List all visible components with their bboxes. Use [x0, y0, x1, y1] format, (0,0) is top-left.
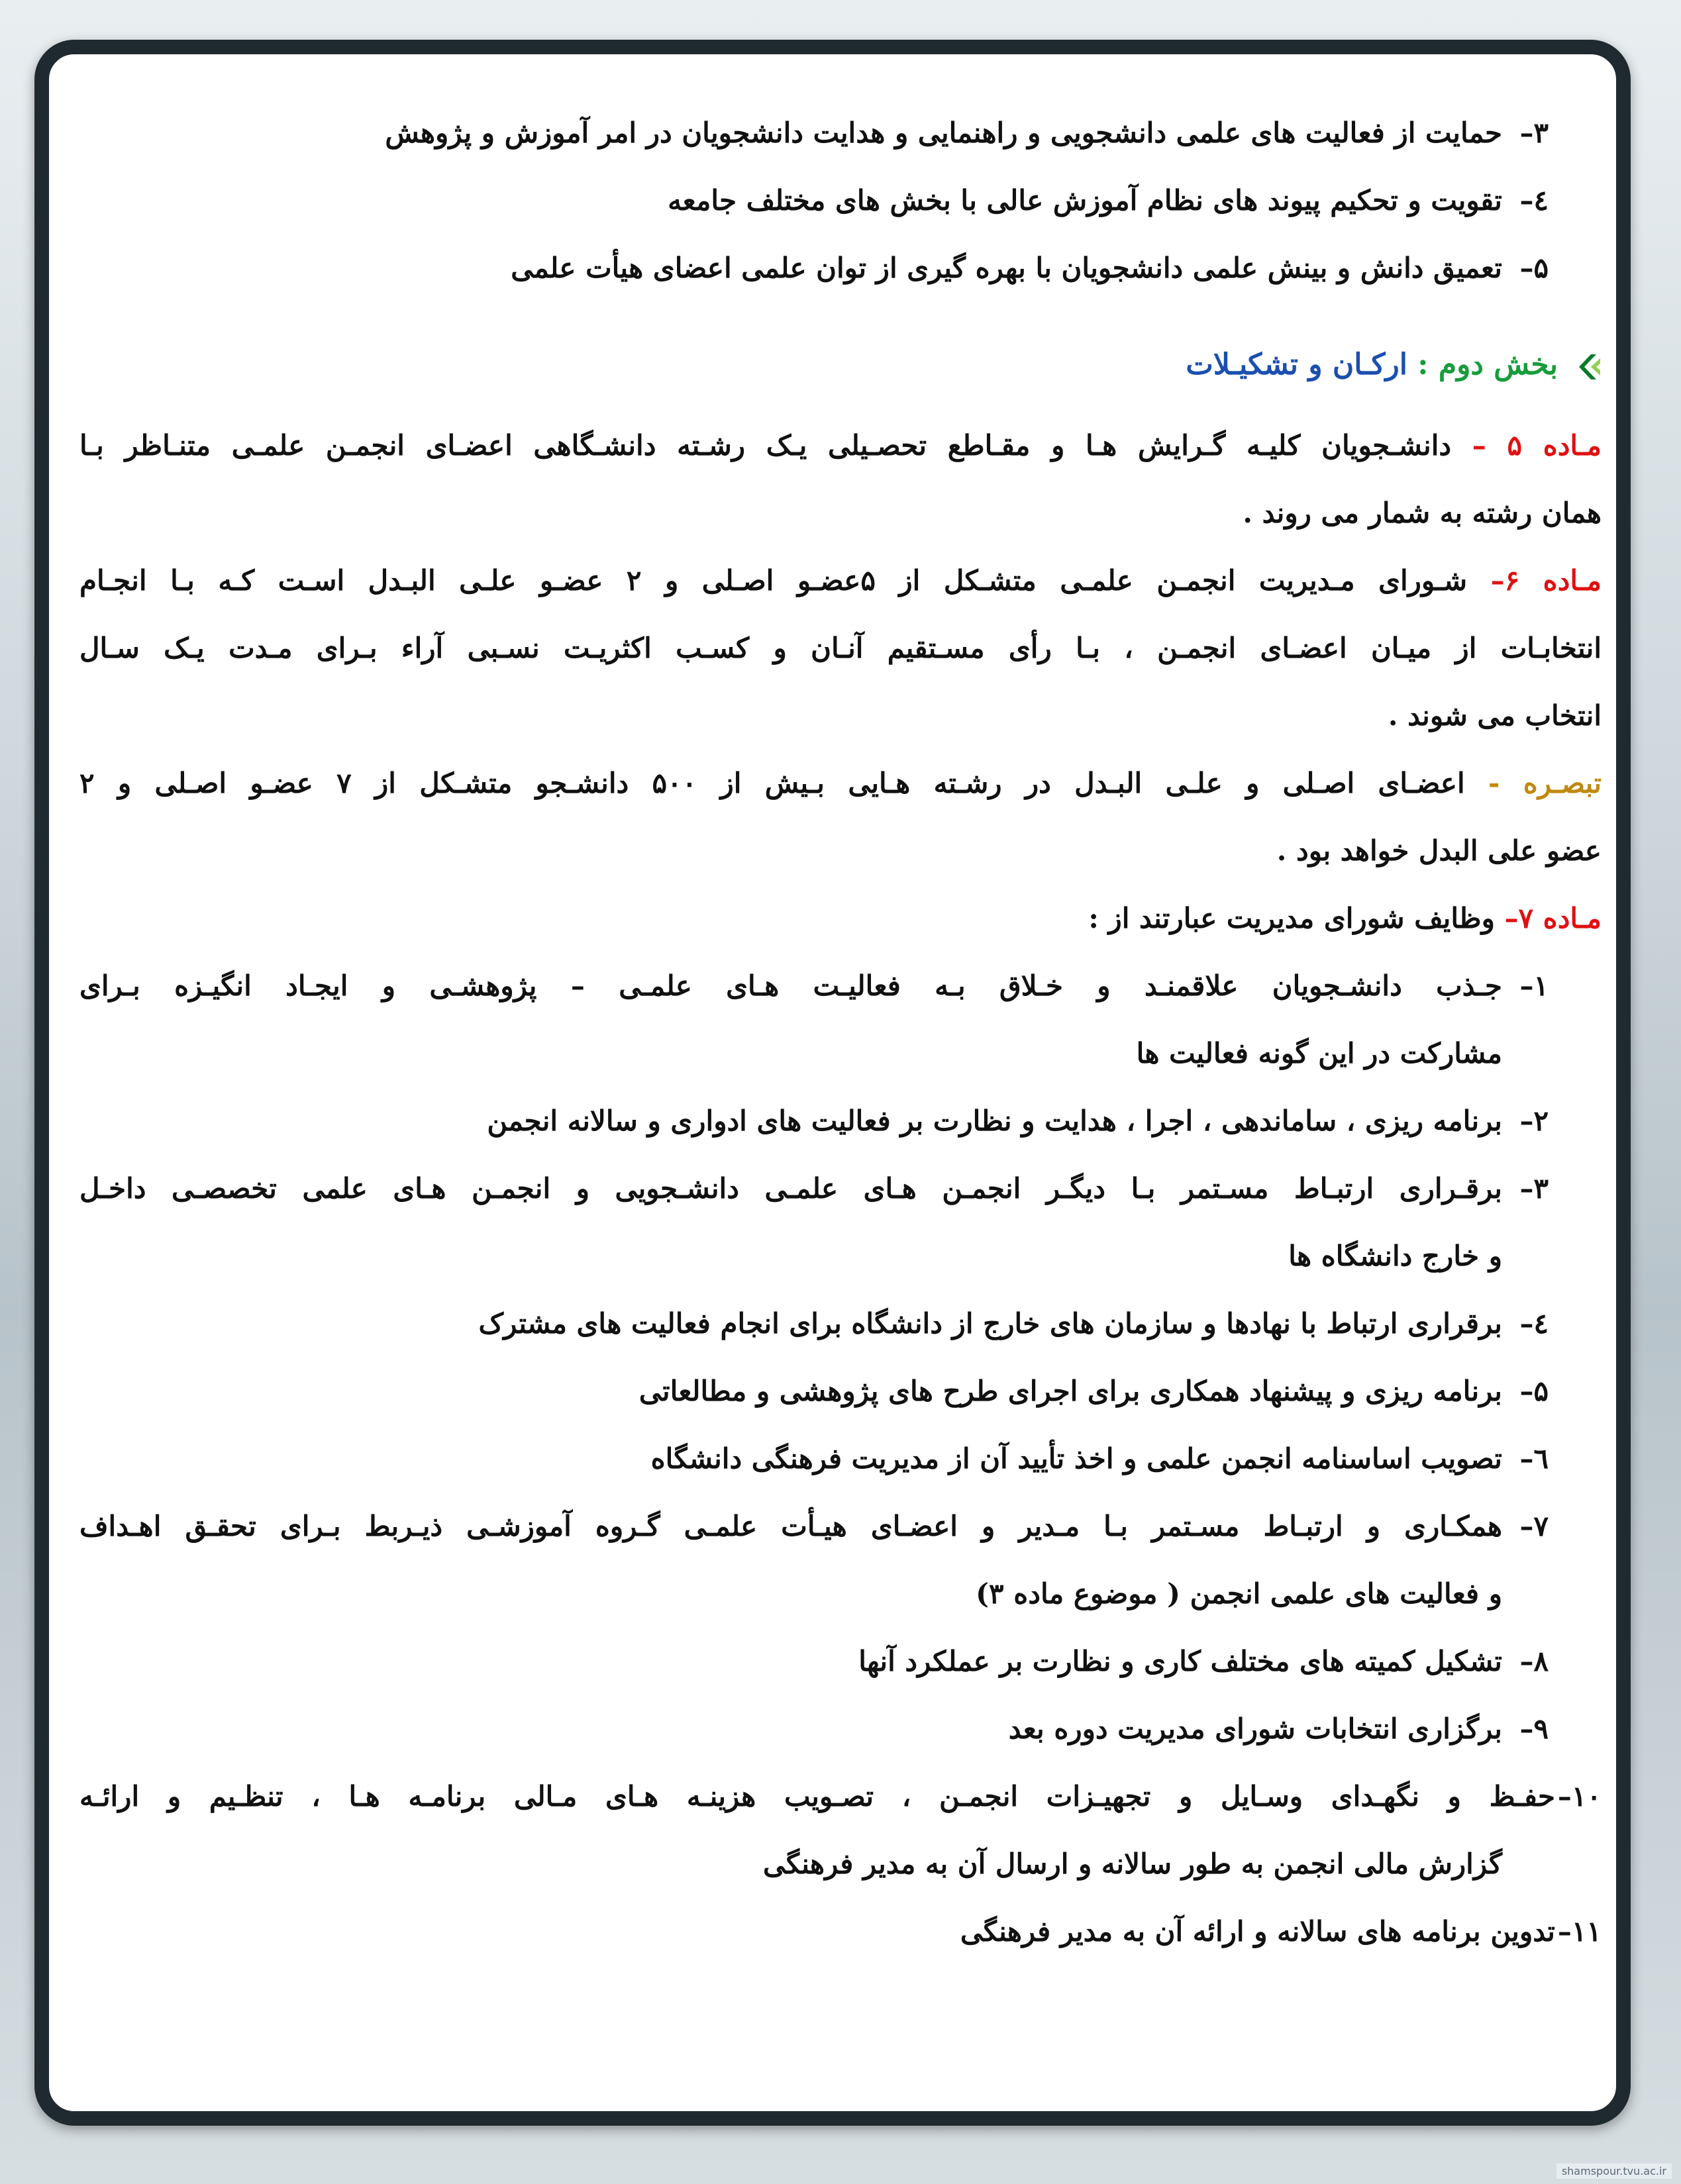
- item-text: جـذب دانشـجویان علاقمنـد و خـلاق بـه فعالیـت هـای علمـی – پژوهشـی و ایجـاد انگیـزه بـرای: [79, 969, 1502, 1002]
- item-text: و خارج دانشگاه ها: [1288, 1240, 1502, 1272]
- item-number: ۸–: [1519, 1645, 1549, 1677]
- list-item: [79, 1493, 1602, 1560]
- list-item: [79, 1087, 1602, 1155]
- note: [79, 750, 1602, 885]
- article-6: [79, 547, 1602, 750]
- item-text: تقویت و تحکیم پیوند های نظام آموزش عالی با بخش های مختلف جامعه: [668, 184, 1502, 217]
- item-text: مشارکت در این گونه فعالیت ها: [1136, 1037, 1502, 1069]
- item-text: برقـراری ارتبـاط مسـتمر بـا دیگـر انجمـن هـای علمـی دانشـجویی و انجمـن هـای علمی تخصصـی داخـل: [79, 1172, 1502, 1205]
- article-line: [79, 547, 1602, 615]
- list-item: [79, 1358, 1602, 1425]
- section-heading: [79, 322, 1602, 408]
- item-number: ۵–: [1519, 1375, 1549, 1407]
- list-item-continuation: [79, 1222, 1602, 1290]
- item-text: برقراری ارتباط با نهادها و سازمان های خارج از دانشگاه برای انجام فعالیت های مشترک: [478, 1307, 1502, 1340]
- item-text: همکـاری و ارتبـاط مسـتمر بـا مـدیر و اعضـای هیـأت علمـی گـروه آموزشـی ذیـربط بـرای تحقـق اهـداف: [79, 1510, 1502, 1542]
- document-content: [79, 99, 1602, 1965]
- article-label: مـاده ۶–: [1490, 564, 1602, 597]
- list-item: [79, 1290, 1602, 1358]
- note-text: اعضـای اصـلی و علـی البـدل در رشـته هـایی بـیش از ۵۰۰ دانشـجو متشـکل از ۷ عضـو اصـلی و ۲: [79, 767, 1465, 799]
- list-item-continuation: [79, 1830, 1602, 1898]
- list-item: [79, 167, 1602, 234]
- double-chevron-icon: [1571, 352, 1602, 382]
- item-text: و فعالیت های علمی انجمن ( موضوع ماده ۳): [976, 1577, 1502, 1610]
- item-number: ٦–: [1519, 1442, 1549, 1475]
- list-item: [79, 1628, 1602, 1695]
- note-label: تبصـره -: [1488, 767, 1602, 799]
- item-text: برنامه ریزی ، ساماندهی ، اجرا ، هدایت و نظارت بر فعالیت های ادواری و سالانه انجمن: [487, 1105, 1502, 1137]
- item-number: ٤–: [1519, 184, 1549, 217]
- item-text: تشکیل کمیته های مختلف کاری و نظارت بر عملکرد آنها: [858, 1645, 1502, 1677]
- item-number: ۱۱–: [1557, 1915, 1602, 1948]
- item-number: ۳–: [1519, 1172, 1549, 1205]
- article-5: [79, 412, 1602, 547]
- list-item: [79, 1898, 1602, 1965]
- article-line: همان رشته به شمار می روند .: [1243, 497, 1602, 529]
- article-text: وظایف شورای مدیریت عبارتند از :: [1088, 902, 1495, 934]
- item-text: تصویب اساسنامه انجمن علمی و اخذ تأیید آن از مدیریت فرهنگی دانشگاه: [650, 1442, 1502, 1475]
- article-7: [79, 885, 1602, 952]
- objectives-list: [79, 99, 1602, 302]
- list-item: [79, 1425, 1602, 1493]
- article-text: شـورای مـدیریت انجمـن علمـی متشـکل از ۵عضـو اصـلی و ۲ عضـو علـی البـدل اسـت کـه بـا انجـام: [79, 564, 1468, 597]
- note-line: عضو علی البدل خواهد بود .: [1276, 834, 1602, 867]
- list-item: [79, 1695, 1602, 1763]
- article-line: انتخابـات از میـان اعضـای انجمـن ، بـا رأی مسـتقیم آنـان و کسـب اکثریـت نسـبی آراء بـرای مـدت یـک سـال: [79, 632, 1602, 664]
- item-text: تعمیق دانش و بینش علمی دانشجویان با بهره گیری از توان علمی اعضای هیأت علمی: [511, 252, 1502, 284]
- note-line: [79, 750, 1602, 817]
- article-line: انتخاب می شوند .: [1388, 699, 1602, 732]
- item-number: ۱۰–: [1557, 1780, 1602, 1812]
- item-number: ۹–: [1519, 1712, 1549, 1745]
- section-lead: بخش دوم :: [1417, 348, 1558, 381]
- list-item: [79, 234, 1602, 302]
- site-watermark: shamspour.tvu.ac.ir: [1556, 2163, 1672, 2179]
- item-number: ۲–: [1519, 1105, 1549, 1137]
- item-text: حفـظ و نگهـدای وسـایل و تجهیـزات انجمـن ، تصـویب هزینـه هـای مـالی برنامـه هـا ، تنظـیم و ارائـه: [79, 1780, 1555, 1812]
- item-text: برگزاری انتخابات شورای مدیریت دوره بعد: [1008, 1712, 1502, 1745]
- list-item-continuation: [79, 1560, 1602, 1628]
- duties-list: [79, 952, 1602, 1965]
- list-item: [79, 952, 1602, 1020]
- item-number: ۷–: [1519, 1510, 1549, 1542]
- article-text: دانشـجویان کلیـه گـرایش هـا و مقـاطع تحصـیلی یـک رشـته دانشـگاهی اعضـای انجمـن علمـی متنـاظر بـا: [79, 429, 1452, 462]
- item-number: ۳–: [1519, 117, 1549, 149]
- list-item: [79, 1155, 1602, 1222]
- item-text: برنامه ریزی و پیشنهاد همکاری برای اجرای طرح های پژوهشی و مطالعاتی: [638, 1375, 1502, 1407]
- item-number: ۱–: [1519, 969, 1549, 1002]
- list-item-continuation: [79, 1020, 1602, 1087]
- article-label: مـاده ۷–: [1504, 902, 1602, 934]
- item-text: تدوین برنامه های سالانه و ارائه آن به مدیر فرهنگی: [960, 1915, 1555, 1948]
- section-title: ارکـان و تشکیـلات: [1186, 348, 1407, 381]
- article-label: مـاده ۵ –: [1472, 429, 1602, 462]
- list-item: [79, 1763, 1602, 1830]
- item-number: ٤–: [1519, 1307, 1549, 1340]
- item-number: ۵–: [1519, 252, 1549, 284]
- list-item: [79, 99, 1602, 167]
- article-line: [79, 412, 1602, 479]
- item-text: حمایت از فعالیت های علمی دانشجویی و راهنمایی و هدایت دانشجویان در امر آموزش و پژوهش: [385, 117, 1502, 149]
- item-text: گزارش مالی انجمن به طور سالانه و ارسال آن به مدیر فرهنگی: [763, 1848, 1502, 1880]
